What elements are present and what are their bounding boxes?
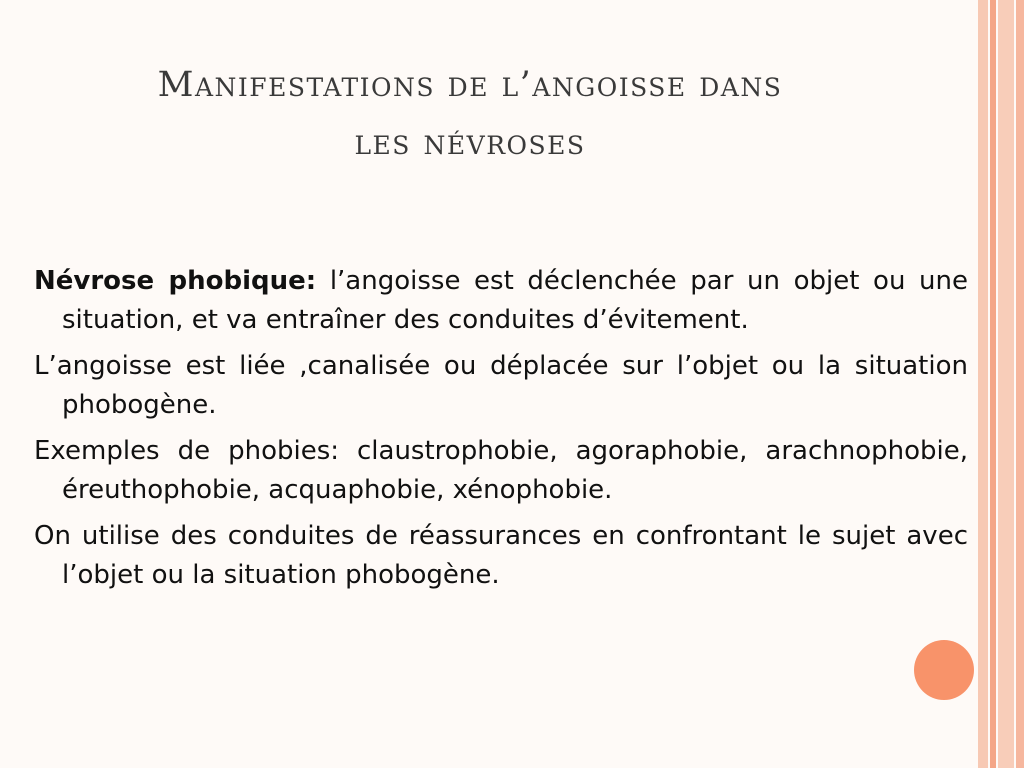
paragraph-text: Exemples de phobies: claustrophobie, agoraphobie, arachnophobie, éreuthophobie, acquaphobie, xénophobie. (34, 436, 968, 505)
paragraph-text: l’angoisse est déclenchée par un objet ou une situation, et va entraîner des conduites d’évitement. (62, 266, 968, 335)
slide-body (34, 262, 968, 602)
title-line-1: Manifestations de l’angoisse dans (157, 65, 783, 105)
decorative-stripe (990, 0, 996, 768)
decorative-stripe (1016, 0, 1024, 768)
title-line-2: les névroses (354, 123, 586, 163)
paragraph-text: On utilise des conduites de réassurances en confrontant le sujet avec l’objet ou la situation phobogène. (34, 521, 968, 590)
paragraph (34, 432, 968, 509)
decorative-stripe (978, 0, 988, 768)
paragraph (34, 517, 968, 594)
decorative-circle (914, 640, 974, 700)
paragraph (34, 262, 968, 339)
paragraph-text: L’angoisse est liée ,canalisée ou déplacée sur l’objet ou la situation phobogène. (34, 351, 968, 420)
decorative-stripe (998, 0, 1014, 768)
slide-title (60, 56, 880, 172)
paragraph (34, 347, 968, 424)
paragraph-bold-lead: Névrose phobique: (34, 266, 317, 296)
